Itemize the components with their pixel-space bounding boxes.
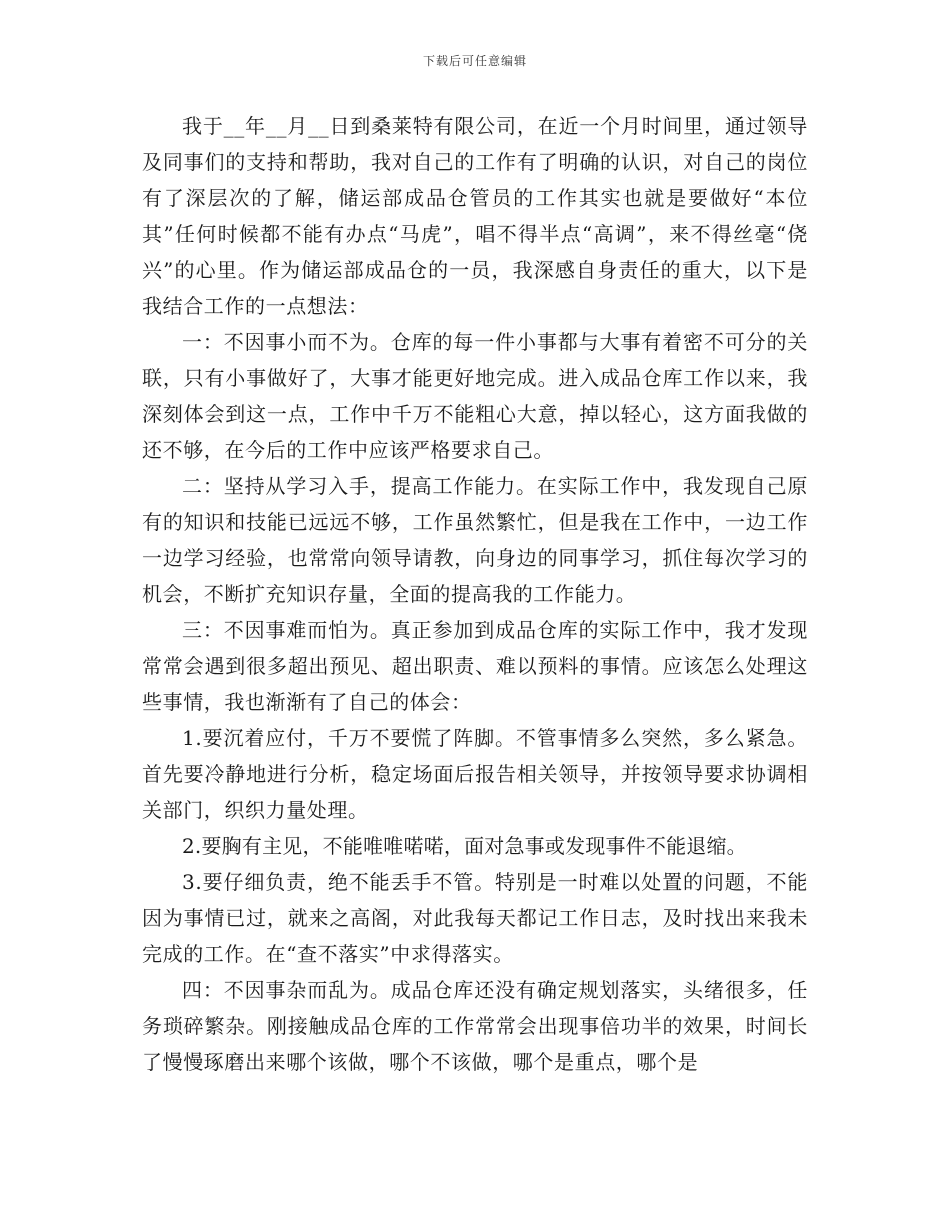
paragraph-item-2: 2.要胸有主见，不能唯唯喏喏，面对急事或发现事件不能退缩。: [182, 834, 747, 858]
paragraph-item-1: 1.要沉着应付，千万不要慌了阵脚。不管事情多么突然，多么紧急。首先要冷静地进行分析，稳定场面后报告相关领导，并按领导要求协调相关部门，织织力量处理。: [142, 726, 808, 822]
document-body: [142, 108, 808, 1080]
paragraph-point-two: 二：坚持从学习入手，提高工作能力。在实际工作中，我发现自己原有的知识和技能已远远不够，工作虽然繁忙，但是我在工作中，一边工作一边学习经验，也常常向领导请教，向身边的同事学习，抓住每次学习的机会，不断扩充知识存量，全面的提高我的工作能力。: [142, 474, 808, 606]
page-header: 下载后可任意编辑: [422, 54, 527, 68]
paragraph-point-four: 四：不因事杂而乱为。成品仓库还没有确定规划落实，头绪很多，任务琐碎繁杂。刚接触成品仓库的工作常常会出现事倍功半的效果，时间长了慢慢琢磨出来哪个该做，哪个不该做，哪个是重点，哪个是: [142, 978, 808, 1074]
paragraph-intro: 我于__年__月__日到桑莱特有限公司，在近一个月时间里，通过领导及同事们的支持和帮助，我对自己的工作有了明确的认识，对自己的岗位有了深层次的了解，储运部成品仓管员的工作其实也就是要做好“本位其”任何时候都不能有办点“马虎”，唱不得半点“高调”，来不得丝毫“侥兴”的心里。作为储运部成品仓的一员，我深感自身责任的重大，以下是我结合工作的一点想法：: [142, 114, 808, 318]
paragraph-item-3: 3.要仔细负责，绝不能丢手不管。特别是一时难以处置的问题，不能因为事情已过，就来之高阁，对此我每天都记工作日志，及时找出来我未完成的工作。在“查不落实”中求得落实。: [142, 870, 808, 966]
paragraph-point-three: 三：不因事难而怕为。真正参加到成品仓库的实际工作中，我才发现常常会遇到很多超出预见、超出职责、难以预料的事情。应该怎么处理这些事情，我也渐渐有了自己的体会：: [142, 618, 808, 714]
paragraph-point-one: 一：不因事小而不为。仓库的每一件小事都与大事有着密不可分的关联，只有小事做好了，大事才能更好地完成。进入成品仓库工作以来，我深刻体会到这一点，工作中千万不能粗心大意，掉以轻心，这方面我做的还不够，在今后的工作中应该严格要求自己。: [142, 330, 808, 462]
